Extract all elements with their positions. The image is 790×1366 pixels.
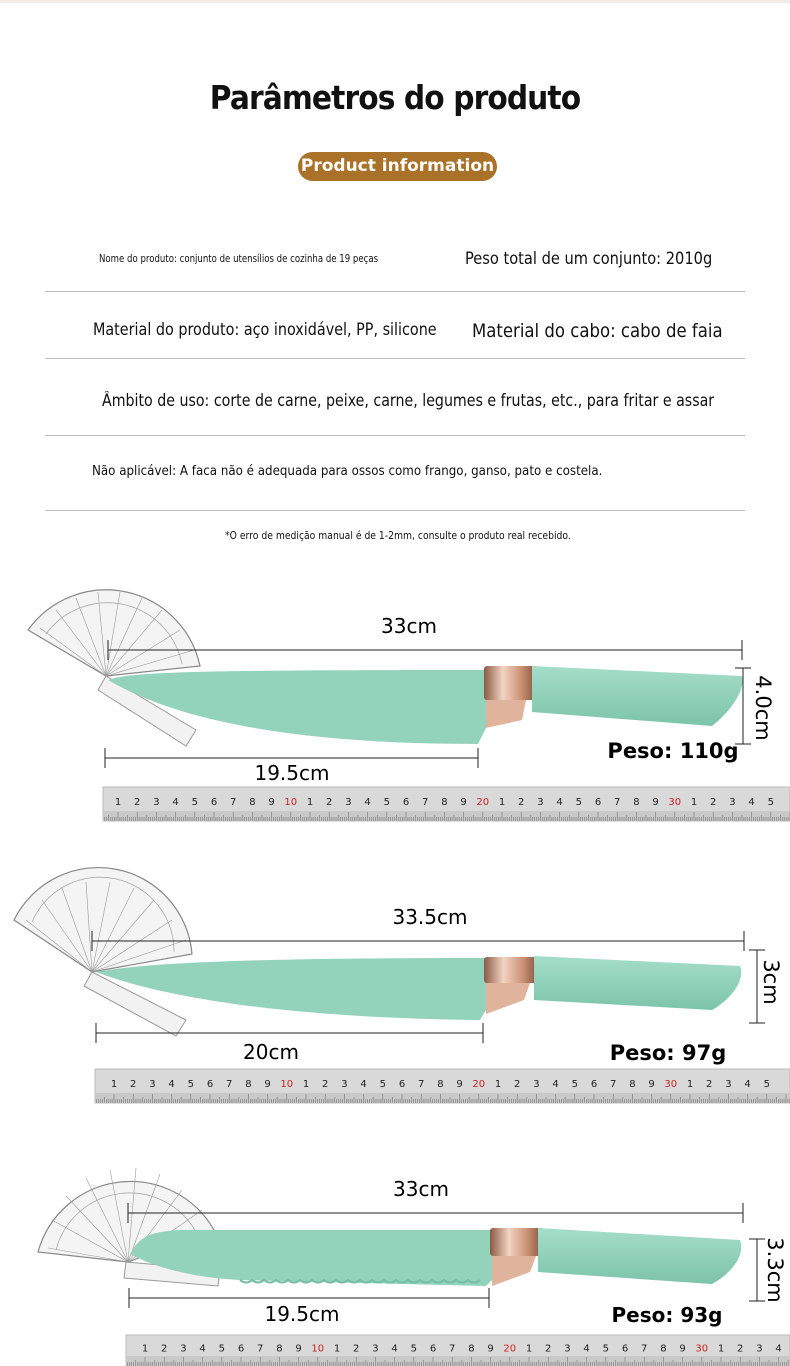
weight-label: Peso: 110g	[607, 739, 739, 763]
svg-text:1: 1	[686, 1079, 694, 1090]
svg-text:4: 4	[172, 797, 179, 808]
svg-text:5: 5	[410, 1343, 417, 1355]
bolster-lower	[486, 983, 530, 1014]
svg-text:2: 2	[322, 1079, 329, 1090]
svg-text:6: 6	[206, 1079, 214, 1090]
svg-text:7: 7	[449, 1343, 456, 1355]
svg-text:4: 4	[199, 1343, 206, 1355]
spec-not-applicable: Não aplicável: A faca não é adequada para ossos como frango, ganso, pato e costela.	[92, 463, 603, 479]
svg-text:9: 9	[268, 797, 275, 808]
svg-text:8: 8	[660, 1343, 667, 1355]
svg-text:4: 4	[556, 797, 563, 808]
svg-text:1: 1	[141, 1343, 149, 1355]
svg-text:7: 7	[226, 1079, 233, 1090]
top-border	[0, 0, 790, 3]
product-information-badge: Product information	[298, 152, 497, 181]
svg-text:3: 3	[180, 1343, 187, 1355]
svg-text:6: 6	[398, 1079, 406, 1090]
svg-text:3: 3	[153, 797, 160, 808]
svg-text:3: 3	[372, 1343, 379, 1355]
svg-text:8: 8	[249, 797, 256, 808]
svg-text:8: 8	[468, 1343, 475, 1355]
svg-text:20: 20	[503, 1343, 517, 1355]
spec-material: Material do produto: aço inoxidável, PP, silicone	[93, 320, 437, 339]
svg-text:6: 6	[621, 1343, 629, 1355]
svg-text:9: 9	[456, 1079, 463, 1090]
knife-2	[14, 868, 790, 1103]
svg-text:1: 1	[525, 1343, 533, 1355]
handle	[532, 666, 743, 726]
svg-text:8: 8	[441, 797, 448, 808]
svg-text:5: 5	[379, 1079, 386, 1090]
svg-text:3: 3	[537, 797, 544, 808]
spec-scope: Âmbito de uso: corte de carne, peixe, carne, legumes e frutas, etc., para fritar e assar	[102, 391, 715, 410]
svg-text:3: 3	[149, 1079, 156, 1090]
svg-text:9: 9	[487, 1343, 494, 1355]
svg-text:6: 6	[590, 1079, 598, 1090]
svg-text:5: 5	[383, 797, 390, 808]
svg-text:30: 30	[695, 1343, 709, 1355]
svg-text:1: 1	[690, 797, 698, 808]
svg-text:2: 2	[737, 1343, 744, 1355]
svg-text:9: 9	[460, 797, 467, 808]
knife-3	[38, 1168, 790, 1366]
svg-text:4: 4	[168, 1079, 175, 1090]
measurement-note: *O erro de medição manual é de 1-2mm, consulte o produto real recebido.	[225, 529, 571, 542]
svg-text:10: 10	[280, 1079, 294, 1090]
svg-text:6: 6	[210, 797, 218, 808]
svg-text:2: 2	[134, 797, 141, 808]
svg-text:5: 5	[602, 1343, 609, 1355]
svg-text:4: 4	[391, 1343, 398, 1355]
handle	[538, 1228, 741, 1284]
svg-text:1: 1	[306, 797, 314, 808]
svg-text:5: 5	[571, 1079, 578, 1090]
svg-text:1: 1	[114, 797, 122, 808]
divider	[45, 358, 745, 359]
svg-text:2: 2	[353, 1343, 360, 1355]
svg-text:7: 7	[418, 1079, 425, 1090]
svg-text:5: 5	[575, 797, 582, 808]
svg-text:8: 8	[245, 1079, 252, 1090]
svg-text:2: 2	[518, 797, 525, 808]
svg-text:30: 30	[664, 1079, 678, 1090]
svg-text:1: 1	[333, 1343, 341, 1355]
svg-text:1: 1	[110, 1079, 118, 1090]
weight-label: Peso: 93g	[611, 1303, 723, 1327]
svg-text:4: 4	[583, 1343, 590, 1355]
bolster-lower	[492, 1256, 536, 1286]
blade-length-label: 19.5cm	[264, 1302, 340, 1326]
svg-text:7: 7	[230, 797, 237, 808]
ruler	[103, 787, 790, 821]
svg-text:3: 3	[729, 797, 736, 808]
total-length-label: 33.5cm	[392, 905, 468, 929]
blade-length-label: 20cm	[243, 1040, 299, 1064]
svg-text:5: 5	[767, 797, 774, 808]
svg-text:7: 7	[641, 1343, 648, 1355]
svg-text:8: 8	[276, 1343, 283, 1355]
height-line	[749, 1239, 765, 1301]
knife-1	[28, 590, 790, 821]
svg-text:7: 7	[422, 797, 429, 808]
height-label: 3.3cm	[763, 1237, 787, 1303]
total-length-line	[108, 640, 742, 660]
svg-text:6: 6	[402, 797, 410, 808]
svg-text:4: 4	[744, 1079, 751, 1090]
svg-text:8: 8	[437, 1079, 444, 1090]
svg-text:2: 2	[706, 1079, 713, 1090]
height-label: 3cm	[759, 959, 783, 1005]
svg-text:4: 4	[775, 1343, 782, 1355]
svg-text:3: 3	[341, 1079, 348, 1090]
svg-text:2: 2	[545, 1343, 552, 1355]
svg-text:6: 6	[429, 1343, 437, 1355]
svg-text:30: 30	[668, 797, 682, 808]
svg-text:4: 4	[364, 797, 371, 808]
svg-text:10: 10	[284, 797, 298, 808]
page-title: Parâmetros do produto	[209, 78, 581, 117]
svg-text:4: 4	[552, 1079, 559, 1090]
spec-product-name: Nome do produto: conjunto de utensílios de cozinha de 19 peças	[99, 252, 379, 265]
svg-text:2: 2	[710, 797, 717, 808]
svg-text:4: 4	[360, 1079, 367, 1090]
svg-text:9: 9	[652, 797, 659, 808]
svg-text:7: 7	[610, 1079, 617, 1090]
protractor	[14, 868, 192, 1036]
svg-text:6: 6	[594, 797, 602, 808]
divider	[45, 435, 745, 436]
divider	[45, 510, 745, 511]
svg-text:3: 3	[756, 1343, 763, 1355]
svg-text:20: 20	[476, 797, 490, 808]
ruler	[126, 1335, 790, 1366]
total-length-line	[128, 1203, 743, 1223]
bolster	[484, 666, 538, 700]
svg-text:1: 1	[302, 1079, 310, 1090]
svg-text:4: 4	[748, 797, 755, 808]
bolster	[490, 1228, 544, 1256]
weight-label: Peso: 97g	[609, 1041, 727, 1065]
svg-text:9: 9	[295, 1343, 302, 1355]
svg-text:10: 10	[311, 1343, 325, 1355]
protractor	[28, 590, 200, 746]
divider	[45, 291, 745, 292]
bolster	[484, 957, 540, 983]
total-length-label: 33cm	[393, 1177, 449, 1201]
spec-handle-material: Material do cabo: cabo de faia	[472, 320, 723, 342]
svg-text:9: 9	[648, 1079, 655, 1090]
handle	[534, 956, 741, 1010]
svg-text:2: 2	[130, 1079, 137, 1090]
blade-length-label: 19.5cm	[254, 761, 330, 785]
svg-text:7: 7	[614, 797, 621, 808]
svg-text:7: 7	[257, 1343, 264, 1355]
svg-text:5: 5	[191, 797, 198, 808]
svg-text:5: 5	[763, 1079, 770, 1090]
svg-text:5: 5	[187, 1079, 194, 1090]
height-label: 4.0cm	[751, 675, 775, 741]
knife-dimensions-figure	[0, 560, 790, 1366]
ruler	[95, 1069, 790, 1103]
svg-text:8: 8	[629, 1079, 636, 1090]
svg-text:5: 5	[218, 1343, 225, 1355]
svg-text:8: 8	[633, 797, 640, 808]
total-length-label: 33cm	[381, 614, 437, 638]
svg-text:3: 3	[564, 1343, 571, 1355]
svg-text:1: 1	[494, 1079, 502, 1090]
svg-text:3: 3	[345, 797, 352, 808]
svg-text:9: 9	[264, 1079, 271, 1090]
svg-text:1: 1	[717, 1343, 725, 1355]
svg-text:2: 2	[326, 797, 333, 808]
svg-text:3: 3	[533, 1079, 540, 1090]
svg-text:9: 9	[679, 1343, 686, 1355]
svg-text:6: 6	[237, 1343, 245, 1355]
svg-text:20: 20	[472, 1079, 486, 1090]
spec-total-weight: Peso total de um conjunto: 2010g	[465, 249, 713, 269]
svg-text:2: 2	[514, 1079, 521, 1090]
bolster-lower	[486, 700, 526, 728]
svg-text:2: 2	[161, 1343, 168, 1355]
svg-text:3: 3	[725, 1079, 732, 1090]
svg-text:1: 1	[498, 797, 506, 808]
